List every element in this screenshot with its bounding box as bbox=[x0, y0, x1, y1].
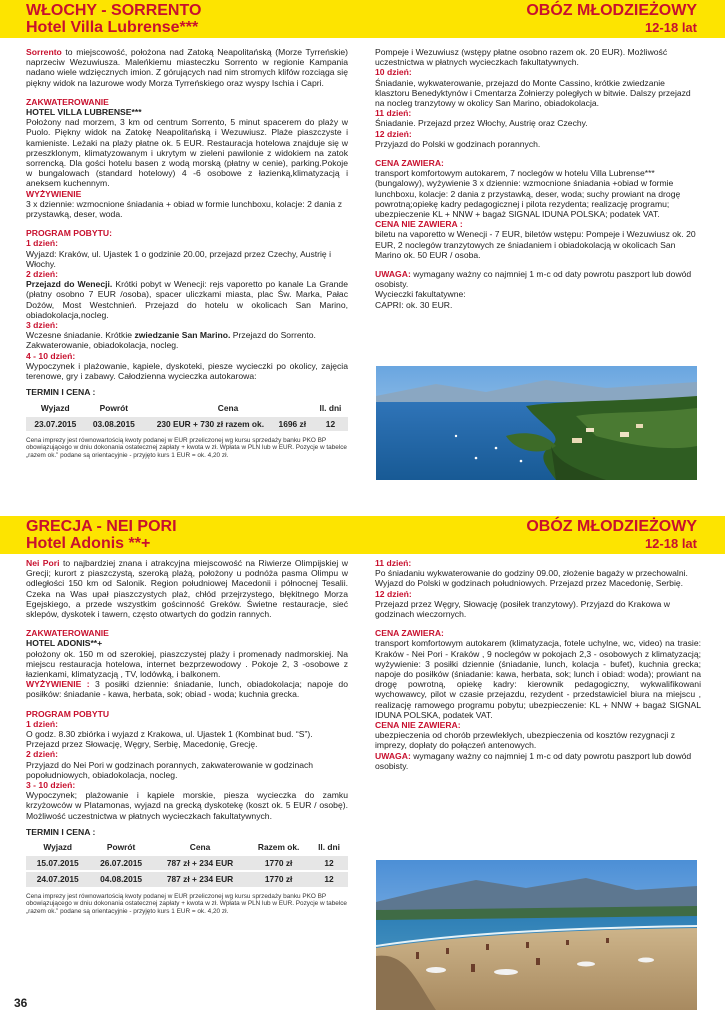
italy-intro-text: to miejscowość, położona nad Zatoką Neapolitańską (Morze Tyrreńskie) naprzeciw Wezuwiusza. Maleńkiemu miasteczku Sorrento w regionie Kampania nadano wiele wdzięcznych imion. Z górujących nad nim stromych klifów rozciąga się piękny widok na lazurowe wody Morza Tyrreńskiego oraz wyspy Ischia i Capri. bbox=[26, 47, 348, 88]
greece-cell-departure: 24.07.2015 bbox=[26, 871, 89, 886]
italy-day3-bold: zwiedzanie San Marino. bbox=[134, 330, 231, 341]
greece-attention-text: wymagany ważny co najmniej 1 m-c od daty powrotu paszport lub dowód osobisty. bbox=[375, 750, 692, 771]
italy-day11-label: 11 dzień: bbox=[375, 108, 412, 119]
italy-board-text: 3 x dziennie: wzmocnione śniadania + obiad w formie lunchboxu, kolacje: 2 dania z przystawką, deser, woda. bbox=[26, 198, 343, 220]
greece-program-heading: PROGRAM POBYTU bbox=[26, 708, 110, 719]
greece-cell-return: 26.07.2015 bbox=[89, 855, 152, 871]
italy-intro-lead: Sorrento bbox=[26, 47, 62, 57]
italy-program-heading: PROGRAM POBYTU: bbox=[26, 228, 112, 239]
greece-cell-total: 1770 zł bbox=[247, 855, 310, 871]
italy-camp-label: OBÓZ MŁODZIEŻOWY bbox=[526, 2, 697, 19]
sorrento-coast-photo bbox=[376, 366, 697, 480]
greece-cell-price: 787 zł + 234 EUR bbox=[153, 855, 247, 871]
italy-hotel-name: HOTEL VILLA LUBRENSE*** bbox=[26, 107, 142, 118]
italy-cell-price: 230 EUR + 730 zł razem ok. bbox=[143, 416, 274, 431]
page-number: 36 bbox=[14, 996, 28, 1010]
italy-attention bbox=[375, 269, 701, 289]
greece-header-bar bbox=[0, 516, 725, 554]
italy-cell-days: 12 bbox=[313, 416, 348, 431]
italy-day3 bbox=[26, 330, 348, 350]
table-row bbox=[26, 871, 348, 886]
greece-cell-days: 12 bbox=[310, 855, 348, 871]
nei-pori-beach-photo bbox=[376, 860, 697, 1010]
italy-optional-heading: Wycieczki fakultatywne: bbox=[375, 289, 466, 300]
greece-terms-table bbox=[26, 840, 348, 887]
italy-title-line1: WŁOCHY - SORRENTO bbox=[26, 2, 202, 19]
greece-camp-label: OBÓZ MŁODZIEŻOWY bbox=[526, 518, 697, 535]
italy-camp-title bbox=[526, 2, 697, 36]
italy-day2-bold: Przejazd do Wenecji. bbox=[26, 279, 113, 290]
greece-day12-text: Przejazd przez Węgry, Słowację (posiłek tranzytowy). Przyjazd do Krakowa w godzinach wieczornych. bbox=[375, 598, 670, 620]
greece-intro-lead: Nei Pori bbox=[26, 558, 60, 568]
italy-attention-label: UWAGA: bbox=[375, 269, 411, 280]
italy-terms-heading: TERMIN I CENA : bbox=[26, 387, 96, 398]
sorrento-coast-image bbox=[376, 366, 697, 480]
greece-hotel-name: HOTEL ADONIS**+ bbox=[26, 638, 103, 649]
greece-accommodation-heading: ZAKWATEROWANIE bbox=[26, 628, 109, 639]
greece-cell-return: 04.08.2015 bbox=[89, 871, 152, 886]
italy-intro bbox=[26, 47, 348, 88]
italy-cell-total: 1696 zł bbox=[274, 416, 313, 431]
italy-day1-label: 1 dzień: bbox=[26, 238, 58, 249]
greece-attention bbox=[375, 751, 701, 771]
italy-price-excludes-text: biletu na vaporetto w Wenecji - 7 EUR, biletów wstępu: Pompeje i Wezuwiusz ok. 20 EUR, 2 noclegów tranzytowych ze śniadaniem i obiadokolacją w okolicach San Marino ok. 50 EUR / osoba. bbox=[375, 229, 696, 260]
greece-board-text: 3 posiłki dziennie: śniadanie, lunch, obiadokolacja; napoje do posiłków: śniadanie - kawa, herbata, sok; obiad - woda; kuchnia grecka. bbox=[26, 679, 348, 700]
greece-camp-title bbox=[526, 518, 697, 552]
greece-day12-label: 12 dzień: bbox=[375, 588, 412, 599]
greece-left-column bbox=[26, 558, 348, 915]
greece-intro-text: to najbardziej znana i atrakcyjna miejscowość na Riwierze Olimpijskiej w Grecji; kurort z piaszczystą, szeroką plażą, położony u podnóża pasma Olimpu w odległości 150 km od Salonik. Region południowej Macedonii i północnej Tesalii. Czeka na Was upał piaszczystych plaż, chłód przejrzystego, błękitnego Morza Egejskiego, a przede wszystkim gościnność Greków. Świetne restauracje, sieć sklepów, dyskotek i tawern, często otwartych do godzin rannych. bbox=[26, 558, 348, 620]
italy-price-excludes-heading: CENA NIE ZAWIERA : bbox=[375, 219, 463, 230]
italy-day11-text: Śniadanie. Przejazd przez Włochy, Austrię oraz Czechy. bbox=[375, 118, 588, 129]
greece-cell-price: 787 zł + 234 EUR bbox=[153, 871, 247, 886]
italy-cell-departure: 23.07.2015 bbox=[26, 416, 85, 431]
greece-th-price: Cena bbox=[153, 840, 247, 855]
italy-title-line2: Hotel Villa Lubrense*** bbox=[26, 19, 199, 36]
greece-attention-label: UWAGA: bbox=[375, 750, 411, 761]
greece-price-note: Cena imprezy jest równowartością kwoty podanej w EUR przeliczonej wg kursu sprzedaży banku PKO BP obowiązującego w dniu dokonania ostatecznej zapłaty + kwota w zł. Wpłata w PLN lub w EUR. Pozycje w tabelce „razem ok.” podane są orientacyjnie - przyjęto kurs 1 EUR = ok. 4,20 zł. bbox=[26, 892, 347, 915]
greece-th-departure: Wyjazd bbox=[26, 840, 89, 855]
italy-hotel-text: Położony nad morzem, 3 km od centrum Sorrento, 5 minut spacerem do plaży w Puolo. Piękny widok na Zatokę Neapolitańską i Wezuwiusz. Plaże piaszczyste i kamieniste. Leżaki na plaży płatne ok. 5 EUR. Restauracja hotelowa znajduje się w przeszklonym, klimatyzowanym i ukrytym w zieleni pawilonie z widokiem na zatok sorrencką. Dla gości hotelu basen z wodą morską (płatny w cenie), parking.Pokoje w bungalowach (standard hotelowy) 4 -6 osobowe z łazienką,klimatyzacją i aneksem kuchennym. bbox=[26, 117, 348, 189]
table-row bbox=[26, 855, 348, 871]
italy-day12-label: 12 dzień: bbox=[375, 128, 412, 139]
italy-right-text-a: Pompeje i Wezuwiusz (wstępy płatne osobno razem ok. 20 EUR). Możliwość uczestnictwa w płatnych wycieczkach fakultatywnych. bbox=[375, 47, 668, 68]
greece-day11-text: Po śniadaniu wykwaterowanie do godziny 09.00, złożenie bagaży w przechowalni. Wyjazd do Polski w godzinach południowych. Przejazd przez Macedonię, Serbię. bbox=[375, 568, 688, 589]
greece-right-column bbox=[375, 558, 701, 771]
greece-price-includes-text: transport komfortowym autokarem (klimatyzacja, fotele uchylne, wc, video) na trasie: Kraków - Nei Pori - Kraków , 9 noclegów w pokojach 2,3 - osobowych z klimatyzacją; wyżywienie: 3 posiłki dziennie (śniadanie, lunch, kolacja - bufet), kuchnia grecka; napoje do posiłków (śniadanie: kawa, herbata, sok; lunch i obiad: woda); prowiant na drogę powrotną, opiekę kadry: kierownik pedagogiczny, wykwalifikowani wychowawcy, pilot w czasie przejazdu, rezydent - przedstawiciel biura na miejscu , realizację ramowego programu pobytu; ubezpieczenie: KL + NNW + bagaż SIGNAL IDUNA POLSKA, podatek VAT. bbox=[375, 638, 701, 720]
italy-th-departure: Wyjazd bbox=[26, 401, 85, 416]
greece-price-excludes-heading: CENA NIE ZAWIERA: bbox=[375, 720, 461, 731]
italy-day3-label: 3 dzień: bbox=[26, 320, 58, 331]
greece-th-total: Razem ok. bbox=[247, 840, 310, 855]
italy-left-column bbox=[26, 47, 348, 459]
italy-day2-label: 2 dzień: bbox=[26, 269, 58, 280]
greece-board bbox=[26, 679, 348, 699]
italy-day3-text-b: Przejazd do Sorrento. Zakwaterowanie, obiadokolacja, nocleg. bbox=[26, 330, 316, 351]
italy-price-includes-text: transport komfortowym autokarem, 7 noclegów w hotelu Villa Lubrense*** (bungalowy), wyżywienie 3 x dziennie: wzmocnione śniadania +obiad w formie lunchboxu, kolacje: 2 dania z przystawką, deser, woda; suchy prowiant na drogę powrotną;opiekę kadry pedagogicznej i pilota rezydenta; realizację programu; ubezpieczenie KL + NNW + bagaż SIGNAL IDUNA POLSKA; podatek VAT. bbox=[375, 168, 681, 220]
italy-day1-text: Wyjazd: Kraków, ul. Ujastek 1 o godzinie 20.00, przejazd przez Czechy, Austrię i Włochy. bbox=[26, 248, 331, 269]
nei-pori-beach-image bbox=[376, 860, 697, 1010]
italy-day4-label: 4 - 10 dzień: bbox=[26, 350, 76, 361]
italy-th-days: ll. dni bbox=[313, 401, 348, 416]
greece-day2-text: Przyjazd do Nei Pori w godzinach porannych, zakwaterowanie w godzinach popołudniowych, obiadokolacja, nocleg. bbox=[26, 759, 314, 780]
italy-attention-text: wymagany ważny co najmniej 1 m-c od daty powrotu paszport lub dowód osobisty. bbox=[375, 269, 692, 290]
italy-day12-text: Przyjazd do Polski w godzinach porannych. bbox=[375, 138, 541, 149]
italy-optional-text: CAPRI: ok. 30 EUR. bbox=[375, 299, 453, 310]
greece-price-excludes-text: ubezpieczenia od chorób przewlekłych, ubezpieczenia od kosztów rezygnacji z imprezy, dopłaty do połączeń antenowych. bbox=[375, 730, 675, 751]
italy-camp-age: 12-18 lat bbox=[644, 20, 697, 35]
italy-board-heading: WYŻYWIENIE bbox=[26, 188, 82, 199]
italy-price-note: Cena imprezy jest równowartością kwoty podanej w EUR przeliczonej wg kursu sprzedaży banku PKO BP obowiązującego w dniu dokonania ostatecznej zapłaty + kwota w zł. Wpłata w PLN lub w EUR. Pozycje w tabelce „razem ok.” podane są orientacyjnie - przyjęto kurs 1 EUR = ok. 4,20 zł. bbox=[26, 436, 347, 459]
greece-day2-label: 2 dzień: bbox=[26, 749, 58, 760]
greece-th-days: ll. dni bbox=[310, 840, 348, 855]
greece-price-includes-heading: CENA ZAWIERA: bbox=[375, 628, 444, 639]
italy-day2 bbox=[26, 279, 348, 320]
greece-title-line2: Hotel Adonis **+ bbox=[26, 535, 151, 552]
italy-price-includes-heading: CENA ZAWIERA: bbox=[375, 158, 444, 169]
greece-title-line1: GRECJA - NEI PORI bbox=[26, 518, 177, 535]
italy-cell-return: 03.08.2015 bbox=[85, 416, 144, 431]
greece-hotel-text: położony ok. 150 m od szerokiej, piaszczystej plaży i promenady nadmorskiej. Na miejscu restauracja hotelowa, internet bezprzewodowy . Pokoje 2, 3 -osobowe z łazienkami, klimatyzacją , TV, lodówką, i balkonem. bbox=[26, 648, 348, 680]
italy-th-return: Powrót bbox=[85, 401, 144, 416]
italy-right-column bbox=[375, 47, 701, 310]
italy-day2-text: Krótki pobyt w Wenecji: rejs vaporetto po kanale La Grande (płatny osobno 7 EUR /osoba), spacer uliczkami miasta, plac Św. Marka, Pałac Dożów, Most Westchnień. Przejazd do hotelu w okolicach San Marino, obiadokolacja,nocleg. bbox=[26, 279, 348, 320]
italy-header-bar bbox=[0, 0, 725, 38]
greece-day1-label: 1 dzień: bbox=[26, 718, 58, 729]
table-row bbox=[26, 416, 348, 431]
italy-day4-text: Wypoczynek i plażowanie, kąpiele, dyskoteki, piesze wycieczki po okolicy, zajęcia terenowe, gry i zabawy. Całodzienna wycieczka autokarowa: bbox=[26, 360, 348, 382]
italy-day10-label: 10 dzień: bbox=[375, 67, 412, 78]
greece-cell-departure: 15.07.2015 bbox=[26, 855, 89, 871]
greece-day11-label: 11 dzień: bbox=[375, 558, 412, 568]
greece-day1-text: O godz. 8.30 zbiórka i wyjazd z Krakowa, ul. Ujastek 1 (Kombinat bud. “S”). Przejazd przez Słowację, Węgry, Serbię, Macedonię, Grecję. bbox=[26, 729, 313, 750]
greece-camp-age: 12-18 lat bbox=[644, 536, 697, 551]
italy-accommodation-heading: ZAKWATEROWANIE bbox=[26, 96, 109, 107]
italy-day3-text-a: Wczesne śniadanie. Krótkie bbox=[26, 330, 135, 341]
greece-terms-header-row bbox=[26, 840, 348, 855]
greece-day3-text: Wypoczynek; plażowanie i kąpiele morskie, piesza wycieczka do zamku krzyżowców w Platamonas, wyjazd na grecką dyskotekę (koszt ok. 5 EUR / osobę). Możliwość uczestnictwa w płatnych wycieczkach fakultatywnych. bbox=[26, 790, 348, 821]
greece-terms-heading: TERMIN I CENA : bbox=[26, 826, 96, 837]
greece-board-heading: WYŻYWIENIE : bbox=[26, 679, 90, 690]
greece-day3-label: 3 - 10 dzień: bbox=[26, 780, 76, 791]
greece-th-return: Powrót bbox=[89, 840, 152, 855]
italy-terms-header-row bbox=[26, 401, 348, 416]
greece-title bbox=[26, 518, 177, 552]
greece-cell-total: 1770 zł bbox=[247, 871, 310, 886]
italy-title bbox=[26, 2, 201, 36]
italy-day10-text: Śniadanie, wykwaterowanie, przejazd do Monte Cassino, krótkie zwiedzanie klasztoru Benedyktynów i Cmentarza Żołnierzy poległych w bitwie. Dalszy przejazd na nocleg tranzytowy w okolicy San Marino, obiadokolacja. bbox=[375, 77, 691, 109]
greece-intro bbox=[26, 558, 348, 619]
greece-cell-days: 12 bbox=[310, 871, 348, 886]
italy-terms-table bbox=[26, 401, 348, 431]
italy-th-price: Cena bbox=[143, 401, 313, 416]
